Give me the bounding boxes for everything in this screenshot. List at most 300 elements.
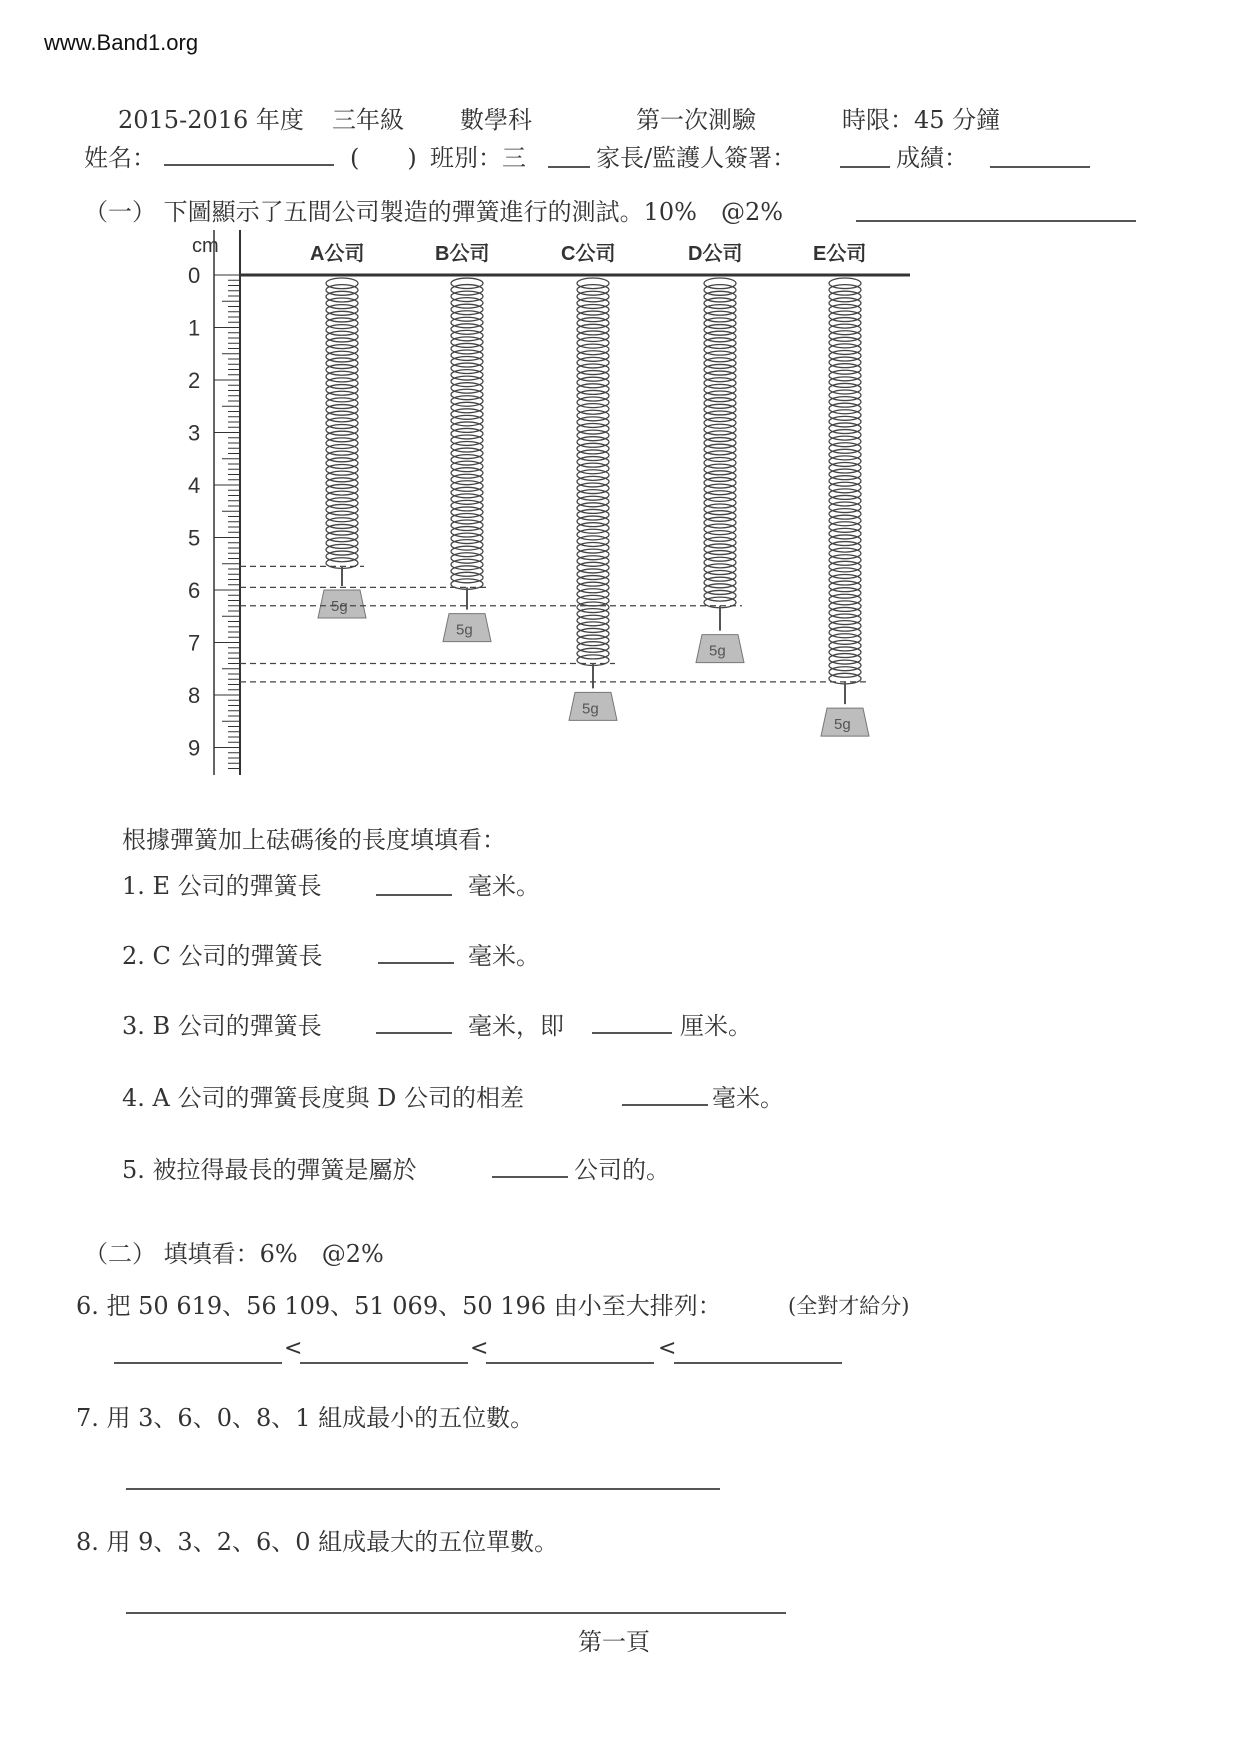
q3-mm-blank[interactable] — [376, 1032, 452, 1034]
spring-coil — [577, 556, 609, 567]
spring-coil — [326, 464, 358, 475]
ruler-label-0: 0 — [188, 263, 201, 288]
spring-coil — [829, 647, 861, 658]
spring-coil — [577, 648, 609, 659]
spring-coil — [326, 544, 358, 555]
spring-coil — [451, 435, 483, 445]
spring-coil — [829, 640, 861, 651]
spring-coil — [704, 464, 736, 475]
spring-coil — [704, 444, 736, 455]
spring-coil — [829, 318, 861, 329]
spring-coil — [451, 330, 483, 340]
spring-coil — [577, 628, 609, 639]
subject: 數學科 — [460, 106, 532, 134]
spring-coil — [577, 377, 609, 388]
spring-coil — [704, 477, 736, 488]
spring-coil — [577, 602, 609, 613]
spring-coil — [451, 520, 483, 530]
spring-coil — [829, 456, 861, 467]
spring-coil — [577, 450, 609, 461]
q3-text: 3. B 公司的彈簧長 — [122, 1012, 322, 1040]
spring-coil — [451, 291, 483, 301]
spring-coil — [829, 607, 861, 618]
spring-coil — [326, 338, 358, 349]
spring-coil — [704, 358, 736, 369]
spring-coil — [829, 410, 861, 421]
spring-coil — [829, 344, 861, 355]
spring-coil — [451, 350, 483, 360]
spring-coil — [829, 522, 861, 533]
spring-coil — [577, 582, 609, 593]
spring-coil — [451, 553, 483, 563]
spring-coil — [829, 331, 861, 342]
spring-coil — [577, 397, 609, 408]
spring-coil — [577, 503, 609, 514]
spring-coil — [829, 278, 861, 289]
spring-coil — [704, 384, 736, 395]
section1-score-line — [856, 220, 1136, 222]
spring-coil — [704, 590, 736, 601]
section2-title: （二） 填填看：6% @2% — [84, 1240, 384, 1268]
page-number: 第一頁 — [578, 1628, 650, 1656]
q3-mid: 毫米，即 — [468, 1012, 564, 1040]
spring-coil — [451, 566, 483, 576]
spring-coil — [451, 298, 483, 308]
q1-unit: 毫米。 — [468, 872, 540, 900]
spring-coil — [829, 443, 861, 454]
spring-coil — [577, 562, 609, 573]
spring-coil — [326, 331, 358, 342]
spring-coil — [829, 423, 861, 434]
spring-coil — [829, 364, 861, 375]
spring-coil — [451, 363, 483, 373]
time-limit: 時限：45 分鐘 — [842, 106, 1001, 134]
spring-coil — [829, 311, 861, 322]
spring-coil — [326, 358, 358, 369]
spring-coil — [704, 431, 736, 442]
spring-coil — [829, 581, 861, 592]
spring-coil — [326, 418, 358, 429]
score-field[interactable] — [990, 166, 1090, 168]
spring-coil — [577, 390, 609, 401]
spring-coil — [704, 524, 736, 535]
spring-coil — [326, 378, 358, 389]
spring-coil — [704, 318, 736, 329]
spring-coil — [577, 615, 609, 626]
spring-coil — [829, 337, 861, 348]
spring-coil — [704, 311, 736, 322]
q7-text: 7. 用 3、6、0、8、1 組成最小的五位數。 — [76, 1404, 535, 1432]
spring-coil — [829, 285, 861, 296]
spring-coil — [326, 551, 358, 562]
ruler-label-1: 1 — [188, 315, 201, 341]
spring-coil — [829, 621, 861, 632]
grade: 三年級 — [332, 106, 404, 134]
q4-answer-blank[interactable] — [622, 1104, 708, 1106]
spring-coil — [577, 595, 609, 606]
q6-blank-4[interactable] — [674, 1362, 842, 1364]
q8-text: 8. 用 9、3、2、6、0 組成最大的五位單數。 — [76, 1528, 559, 1556]
spring-coil — [326, 318, 358, 329]
spring-coil — [326, 425, 358, 436]
spring-coil — [451, 527, 483, 537]
spring-coil — [704, 471, 736, 482]
spring-coil — [829, 383, 861, 394]
spring-coil — [829, 416, 861, 427]
spring-coil — [704, 584, 736, 595]
spring-coil — [577, 569, 609, 580]
spring-coil — [829, 430, 861, 441]
signature-field[interactable] — [840, 166, 890, 168]
weight-label-3: 5g — [582, 700, 599, 718]
spring-coil — [451, 481, 483, 491]
spring-coil — [829, 588, 861, 599]
weight-label-4: 5g — [709, 642, 726, 660]
spring-coil — [829, 574, 861, 585]
spring-coil — [577, 589, 609, 600]
spring-coil — [704, 331, 736, 342]
spring-coil — [704, 285, 736, 296]
spring-coil — [704, 544, 736, 555]
spring-coil — [577, 609, 609, 620]
spring-coil — [326, 371, 358, 382]
spring-coil — [326, 491, 358, 502]
spring-coil — [704, 571, 736, 582]
q6-note: (全對才給分) — [788, 1294, 910, 1318]
spring-coil — [326, 278, 358, 289]
spring-coil — [829, 298, 861, 309]
company-label-3: C公司 — [561, 243, 616, 265]
q1-answer-blank[interactable] — [376, 894, 452, 896]
spring-coil — [829, 535, 861, 546]
spring-coil — [451, 572, 483, 582]
spring-coil — [451, 343, 483, 353]
school-year: 2015-2016 年度 — [118, 106, 304, 134]
spring-coil — [829, 548, 861, 559]
spring-coil — [326, 411, 358, 422]
weight-label-5: 5g — [834, 716, 851, 734]
spring-coil — [577, 285, 609, 296]
q4-text: 4. A 公司的彈簧長度與 D 公司的相差 — [122, 1084, 524, 1112]
spring-coil — [704, 511, 736, 522]
section1-title: （一） 下圖顯示了五間公司製造的彈簧進行的測試。10% @2% — [84, 198, 784, 226]
spring-coil — [577, 536, 609, 547]
spring-coil — [451, 370, 483, 380]
q6-blank-1[interactable] — [114, 1362, 282, 1364]
spring-coil — [326, 518, 358, 529]
spring-coil — [829, 482, 861, 493]
spring-coil — [704, 344, 736, 355]
spring-coil — [704, 325, 736, 336]
spring-coil — [326, 305, 358, 316]
spring-coil — [829, 528, 861, 539]
spring-coil — [451, 533, 483, 543]
q8-answer-line[interactable] — [126, 1612, 786, 1614]
spring-coil — [577, 351, 609, 362]
spring-coil — [704, 418, 736, 429]
spring-coil — [451, 376, 483, 386]
spring-coil — [451, 474, 483, 484]
q5-unit: 公司的。 — [574, 1156, 670, 1184]
spring-coil — [451, 500, 483, 510]
spring-coil — [829, 304, 861, 315]
spring-coil — [577, 384, 609, 395]
spring-coil — [577, 304, 609, 315]
spring-coil — [451, 507, 483, 517]
spring-coil — [829, 542, 861, 553]
spring-coil — [704, 338, 736, 349]
spring-figure — [180, 230, 940, 790]
spring-coil — [326, 285, 358, 296]
q6-blank-2[interactable] — [300, 1362, 468, 1364]
spring-coil — [577, 463, 609, 474]
spring-coil — [829, 634, 861, 645]
spring-coil — [829, 324, 861, 335]
spring-coil — [704, 551, 736, 562]
class-field[interactable] — [548, 166, 590, 168]
spring-coil — [451, 337, 483, 347]
spring-coil — [451, 428, 483, 438]
q6-lt-2: < — [470, 1336, 489, 1361]
name-field[interactable] — [164, 164, 334, 166]
spring-coil — [829, 594, 861, 605]
ruler-label-6: 6 — [188, 578, 201, 603]
spring-coil — [577, 410, 609, 421]
q3-unit: 厘米。 — [680, 1012, 752, 1040]
q2-text: 2. C 公司的彈簧長 — [122, 942, 323, 970]
spring-coil — [577, 542, 609, 553]
spring-coil — [704, 484, 736, 495]
spring-coil — [829, 390, 861, 401]
score-label: 成績： — [896, 144, 968, 172]
spring-coil — [451, 455, 483, 465]
q6-blank-3[interactable] — [486, 1362, 654, 1364]
spring-coil — [326, 311, 358, 322]
spring-coil — [704, 537, 736, 548]
spring-coil — [326, 531, 358, 542]
spring-coil — [577, 490, 609, 501]
spring-coil — [577, 357, 609, 368]
spring-coil — [577, 278, 609, 289]
spring-coil — [704, 291, 736, 302]
spring-coil — [577, 509, 609, 520]
ruler-label-2: 2 — [188, 368, 201, 393]
test-name: 第一次測驗 — [636, 106, 756, 134]
spring-coil — [704, 491, 736, 502]
spring-coil — [451, 285, 483, 295]
spring-coil — [829, 377, 861, 388]
spring-coil — [326, 405, 358, 416]
spring-coil — [577, 331, 609, 342]
parent-signature-label: 家長/監護人簽署： — [596, 144, 797, 172]
spring-coil — [704, 351, 736, 362]
spring-coil — [326, 511, 358, 522]
spring-coil — [577, 417, 609, 428]
name-label: 姓名： — [84, 144, 156, 172]
spring-coil — [577, 516, 609, 527]
spring-coil — [704, 378, 736, 389]
spring-coil — [577, 364, 609, 375]
spring-coil — [326, 504, 358, 515]
spring-coil — [829, 627, 861, 638]
weight-label-1: 5g — [331, 598, 348, 615]
spring-coil — [451, 559, 483, 569]
spring-coil — [577, 622, 609, 633]
spring-coil — [829, 476, 861, 487]
spring-coil — [326, 451, 358, 462]
spring-coil — [704, 557, 736, 568]
spring-coil — [704, 391, 736, 402]
spring-coil — [577, 635, 609, 646]
spring-coil — [577, 576, 609, 587]
spring-coil — [451, 415, 483, 425]
q5-text: 5. 被拉得最長的彈簧是屬於 — [122, 1156, 417, 1184]
q6-text: 6. 把 50 619、56 109、51 069、50 196 由小至大排列： — [76, 1292, 722, 1320]
spring-coil — [704, 404, 736, 415]
spring-coil — [326, 471, 358, 482]
ruler-label-5: 5 — [188, 525, 201, 551]
spring-coil — [577, 430, 609, 441]
spring-coil — [829, 357, 861, 368]
spring-coil — [577, 470, 609, 481]
spring-coil — [326, 444, 358, 455]
company-label-4: D公司 — [688, 243, 743, 265]
q3-cm-blank[interactable] — [592, 1032, 672, 1034]
spring-coil — [326, 291, 358, 302]
spring-coil — [451, 278, 483, 288]
spring-coil — [704, 398, 736, 409]
ruler-label-7: 7 — [188, 630, 201, 656]
spring-coil — [704, 298, 736, 309]
spring-coil — [829, 495, 861, 506]
spring-coil — [829, 502, 861, 513]
spring-coil — [577, 324, 609, 335]
spring-coil — [451, 513, 483, 523]
q7-answer-line[interactable] — [126, 1488, 720, 1490]
spring-coil — [829, 515, 861, 526]
q4-unit: 毫米。 — [712, 1084, 784, 1112]
spring-coil — [451, 311, 483, 321]
spring-coil — [451, 383, 483, 393]
spring-coil — [451, 324, 483, 334]
spring-coil — [326, 345, 358, 356]
spring-coil — [829, 568, 861, 579]
spring-coil — [577, 476, 609, 487]
spring-coil — [326, 365, 358, 376]
spring-coil — [829, 350, 861, 361]
spring-coil — [577, 457, 609, 468]
spring-coil — [577, 318, 609, 329]
spring-coil — [577, 291, 609, 302]
spring-coil — [451, 396, 483, 406]
spring-coil — [829, 449, 861, 460]
spring-coil — [451, 389, 483, 399]
spring-coil — [704, 497, 736, 508]
q5-answer-blank[interactable] — [492, 1176, 568, 1178]
spring-coil — [451, 468, 483, 478]
spring-coil — [326, 438, 358, 449]
spring-coil — [451, 494, 483, 504]
spring-coil — [577, 344, 609, 355]
spring-coil — [451, 546, 483, 556]
spring-coil — [451, 487, 483, 497]
spring-coil — [704, 458, 736, 469]
q2-unit: 毫米。 — [468, 942, 540, 970]
spring-coil — [577, 523, 609, 534]
weight-label-2: 5g — [456, 621, 473, 639]
q6-lt-3: < — [658, 1336, 677, 1361]
spring-coil — [704, 411, 736, 422]
spring-coil — [829, 614, 861, 625]
spring-coil — [326, 524, 358, 535]
ruler-unit: cm — [192, 235, 219, 257]
instruction: 根據彈簧加上砝碼後的長度填填看： — [122, 826, 506, 854]
spring-coil — [829, 555, 861, 566]
spring-coil — [704, 305, 736, 316]
spring-coil — [577, 529, 609, 540]
spring-coil — [451, 461, 483, 471]
ruler-label-3: 3 — [188, 420, 201, 446]
spring-coil — [577, 371, 609, 382]
spring-coil — [326, 498, 358, 509]
spring-coil — [829, 509, 861, 520]
spring-coil — [829, 561, 861, 572]
company-label-5: E公司 — [813, 243, 867, 265]
spring-coil — [829, 667, 861, 678]
spring-coil — [829, 291, 861, 302]
spring-coil — [577, 423, 609, 434]
spring-coil — [704, 371, 736, 382]
spring-coil — [829, 469, 861, 480]
spring-coil — [829, 436, 861, 447]
spring-coil — [451, 442, 483, 452]
q2-answer-blank[interactable] — [378, 962, 454, 964]
ruler-label-8: 8 — [188, 683, 201, 708]
spring-coil — [326, 458, 358, 469]
spring-coil — [577, 311, 609, 322]
spring-coil — [326, 298, 358, 309]
q1-text: 1. E 公司的彈簧長 — [122, 872, 322, 900]
spring-coil — [326, 538, 358, 549]
spring-coil — [704, 278, 736, 289]
spring-coil — [577, 443, 609, 454]
spring-coil — [451, 357, 483, 367]
spring-coil — [704, 564, 736, 575]
spring-coil — [829, 462, 861, 473]
q6-lt-1: < — [284, 1336, 303, 1361]
spring-coil — [326, 398, 358, 409]
spring-coil — [451, 409, 483, 419]
spring-coil — [326, 484, 358, 495]
spring-coil — [704, 504, 736, 515]
spring-coil — [451, 448, 483, 458]
spring-coil — [326, 351, 358, 362]
spring-coil — [704, 451, 736, 462]
spring-coil — [326, 391, 358, 402]
spring-coil — [829, 660, 861, 671]
company-label-1: A公司 — [310, 243, 365, 265]
spring-coil — [577, 549, 609, 560]
class-number-paren: ( ) — [350, 144, 417, 172]
spring-coil — [704, 577, 736, 588]
spring-coil — [577, 483, 609, 494]
spring-coil — [451, 540, 483, 550]
spring-coil — [577, 437, 609, 448]
company-label-2: B公司 — [435, 243, 490, 265]
spring-coil — [326, 478, 358, 489]
spring-coil — [326, 385, 358, 396]
ruler-label-4: 4 — [188, 473, 201, 498]
